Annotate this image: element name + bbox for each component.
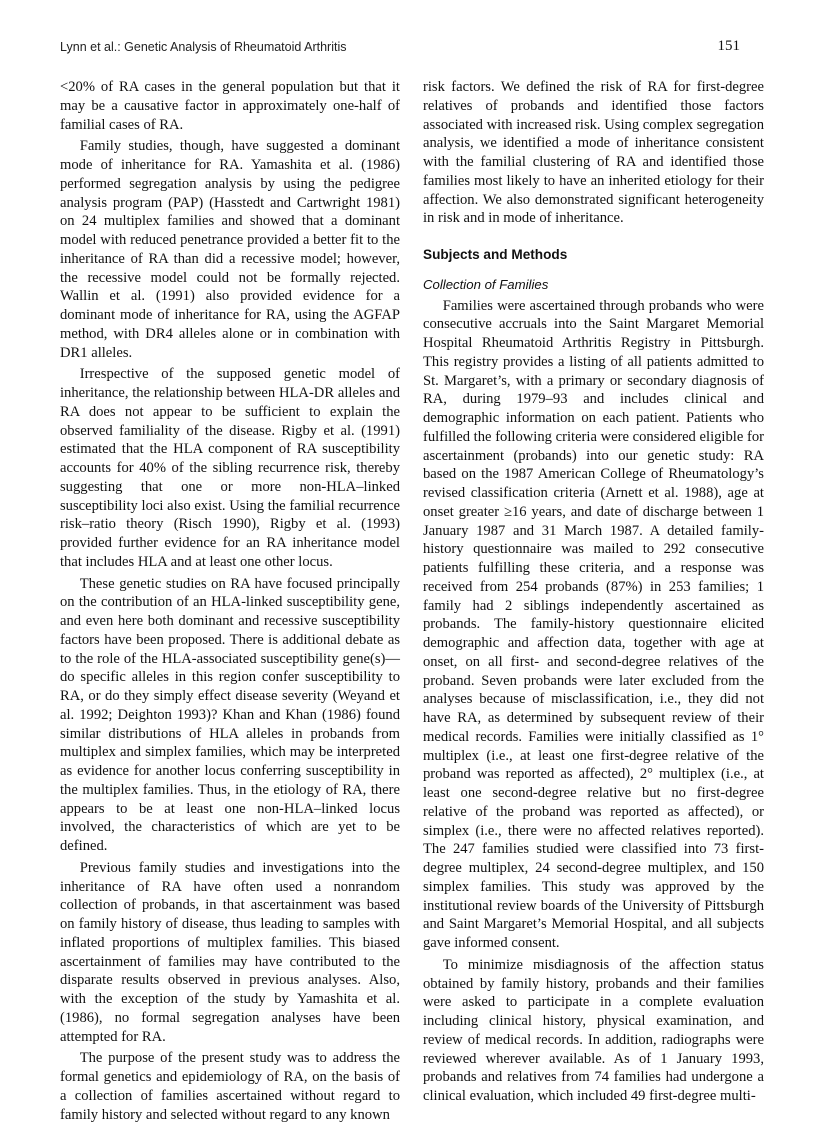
body-paragraph: risk factors. We defined the risk of RA for first-degree relatives of probands and identified those factors associated with increased risk. Using complex segregation analysis, we identified a mode of inheritance consistent with the familial clustering of RA and identified those families most likely to have an inherited etiology for their affection. We also demonstrated significant heterogeneity in risk and in mode of inheritance. [423,79,764,227]
body-paragraph: Family studies, though, have suggested a dominant mode of inheritance for RA. Yamashita et al. (1986) performed segregation analysis by using the pedigree analysis program (PAP) (Hasstedt and Cartwright 1981) on 24 multiplex families and showed that a dominant model with reduced penetrance provided a better fit to the inheritance of RA than did a recessive model; however, the recessive model could not be formally rejected. Wallin et al. (1991) also provided evidence for a dominant mode of inheritance for RA, using the AGFAP method, with DR4 alleles alone or in combination with DR1 alleles. [60,138,400,361]
page-header [60,40,740,62]
running-head: Lynn et al.: Genetic Analysis of Rheumatoid Arthritis [60,40,347,54]
body-paragraph: <20% of RA cases in the general population but that it may be a causative factor in approximately one-half of familial cases of RA. [60,79,400,133]
right-column [423,78,764,1106]
body-paragraph: The purpose of the present study was to address the formal genetics and epidemiology of RA, on the basis of a collection of families ascertained without regard to family history and selected without regard to any known [60,1050,400,1123]
body-paragraph: Irrespective of the supposed genetic model of inheritance, the relationship between HLA-DR alleles and RA does not appear to be sufficient to explain the observed familiality of the disease. Rigby et al. (1991) estimated that the HLA component of RA susceptibility accounts for 40% of the sibling recurrence risk, thereby suggesting that one or more non-HLA–linked susceptibility loci also exist. Using the familial recurrence risk–ratio theory (Risch 1990), Rigby et al. (1993) provided further evidence for an RA inheritance model that includes HLA and at least one other locus. [60,366,400,570]
subsection-heading: Collection of Families [423,276,549,292]
section-heading: Subjects and Methods [423,247,568,262]
body-paragraph: Families were ascertained through probands who were consecutive accruals into the Saint Margaret Memorial Hospital Rheumatoid Arthritis Registry in Pittsburgh. This registry provides a listing of all patients admitted to St. Margaret’s, with a primary or secondary diagnosis of RA, during 1979–93 and includes clinical and demographic information on each patient. Patients who fulfilled the following criteria were considered eligible for ascertainment (probands) into our genetic study: RA based on the 1987 American College of Rheumatology’s revised classification criteria (Arnett et al. 1988), age at onset greater ≥16 years, and date of discharge between 1 January 1987 and 31 March 1987. A detailed family-history questionnaire was mailed to 292 consecutive patients fulfilling these criteria, and a response was received from 254 probands (87%) in 253 families; 1 family had 2 siblings independently ascertained as probands. The family-history questionnaire elicited demographic and affection data, together with age at onset, on all first- and second-degree relatives of the proband. Seven probands were later excluded from the analyses because of misclassification, i.e., they did not have RA, as determined by subsequent review of their medical records. Families were initially classified as 1° multiplex (i.e., at least one first-degree relative of the proband was reported as affected), 2° multiplex (i.e., at least one second-degree relative but no first-degree relative of the proband was reported as affected), or simplex (i.e., there were no affected relatives reported). The 247 families studied were classified into 73 first-degree multiplex, 24 second-degree multiplex, and 150 simplex families. This study was approved by the institutional review boards of the University of Pittsburgh and Saint Margaret’s Memorial Hospital, and all subjects gave informed consent. [423,297,764,951]
body-paragraph: To minimize misdiagnosis of the affection status obtained by family history, probands and their families were asked to participate in a complete evaluation including clinical history, physical examination, and review of medical records. In addition, radiographs were reviewed wherever available. As of 1 January 1993, probands and relatives from 74 families had undergone a clinical evaluation, which included 49 first-degree multi- [423,956,764,1104]
page-number: 151 [717,38,740,54]
left-column [60,78,400,1124]
body-paragraph: Previous family studies and investigations into the inheritance of RA have often used a nonrandom collection of probands, in that ascertainment was based on family history of disease, thus leading to samples with inflated proportions of multiplex families. This biased ascertainment of families may have contributed to the disparate results observed in previous analyses. Also, with the exception of the study by Yamashita et al. (1986), no formal segregation analyses have been attempted for RA. [60,859,400,1045]
body-paragraph: These genetic studies on RA have focused principally on the contribution of an HLA-linked susceptibility gene, and even here both dominant and recessive susceptibility factors have been proposed. There is additional debate as to the role of the HLA-associated susceptibility gene(s)—do specific alleles in this region confer susceptibility to RA, or do they simply effect disease severity (Weyand et al. 1992; Deighton 1993)? Khan and Khan (1986) found similar distributions of HLA alleles in probands from multiplex and simplex families, which may be interpreted as evidence for another locus conferring susceptibility in the multiplex families. Thus, in the etiology of RA, there appears to be at least one non-HLA–linked locus involved, the characteristics of which are yet to be defined. [60,575,400,854]
